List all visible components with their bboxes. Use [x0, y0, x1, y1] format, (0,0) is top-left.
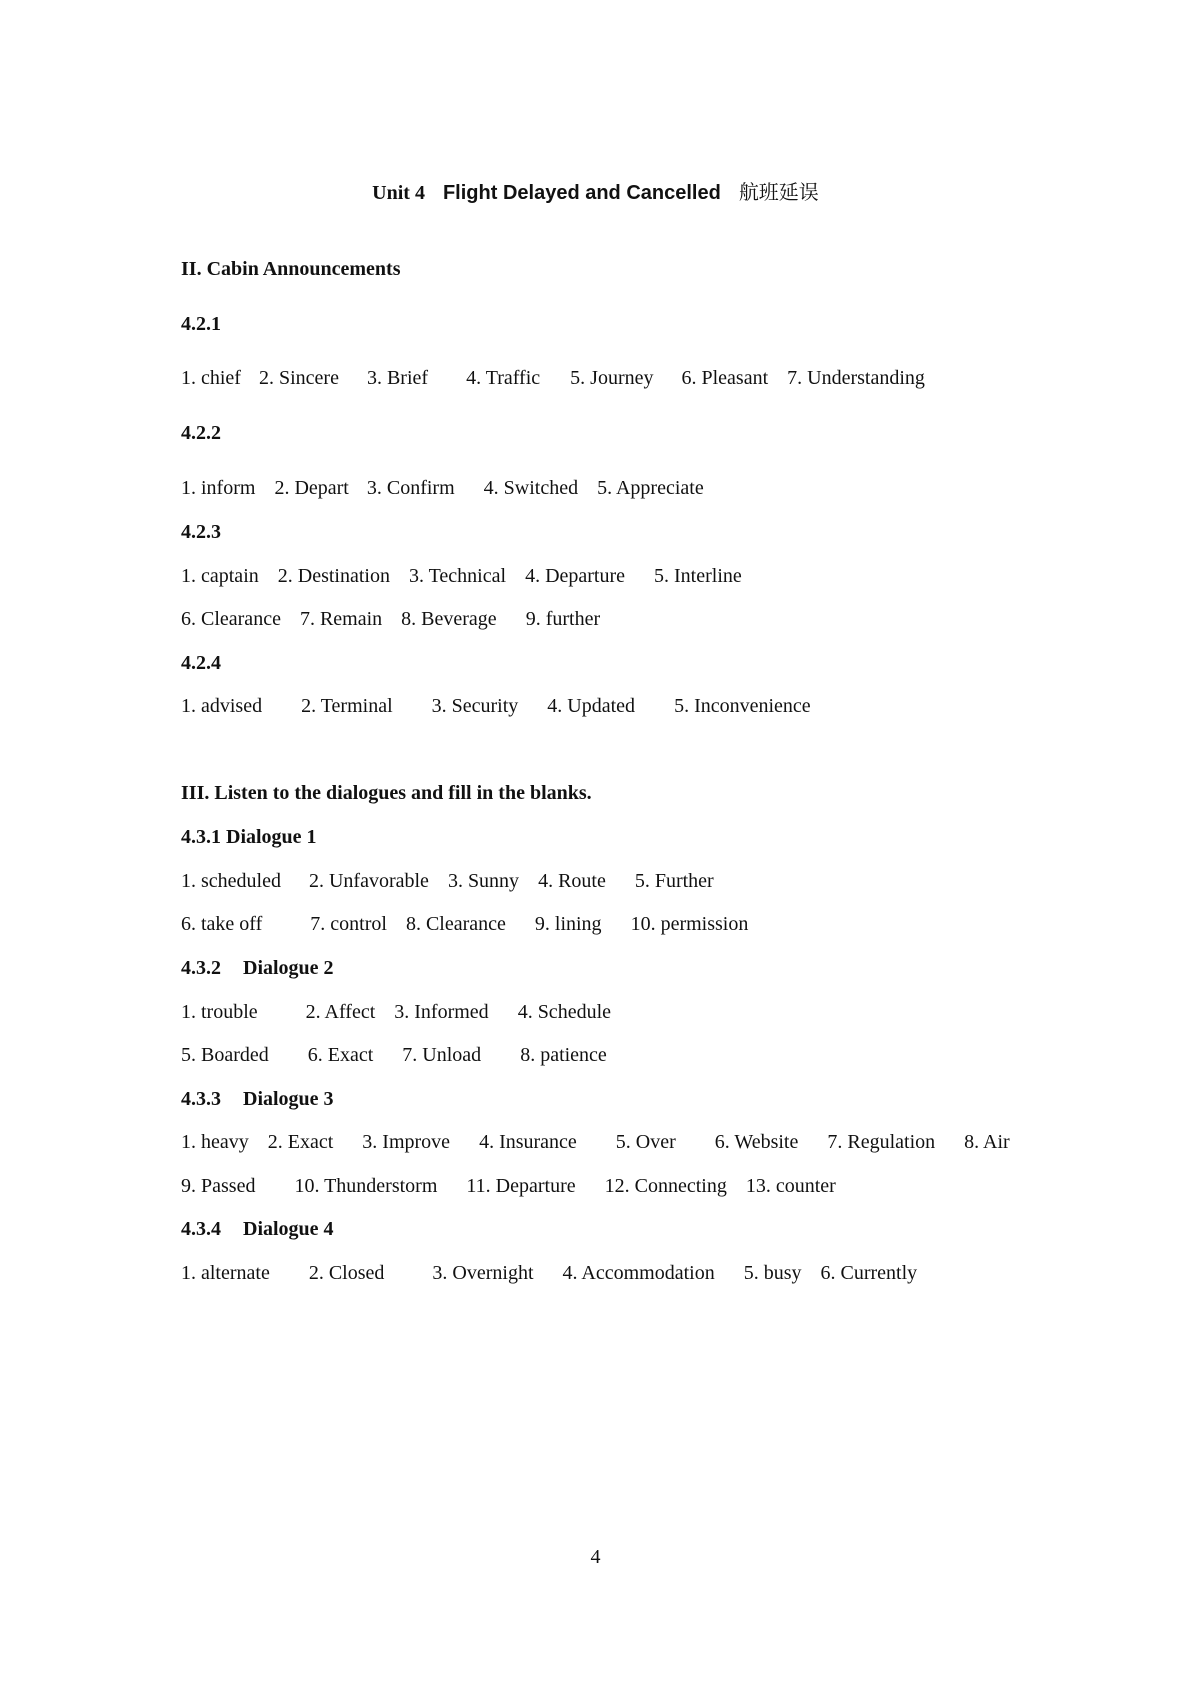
- section-heading-cabin: II. Cabin Announcements: [181, 258, 401, 280]
- subsection-heading-4-2-4: 4.2.4: [181, 652, 221, 674]
- answer-item: 2. Depart: [274, 477, 349, 499]
- subsection-label-dialogue-3: Dialogue 3: [243, 1088, 334, 1110]
- answer-item: 1. chief: [181, 367, 241, 389]
- answer-item: 8. Clearance: [405, 913, 506, 935]
- answer-item: 5. Boarded: [181, 1044, 269, 1066]
- answer-item: 1. alternate: [181, 1262, 270, 1284]
- answer-item: 2. Terminal: [301, 695, 393, 717]
- answer-item: 4. Updated: [547, 695, 636, 717]
- answer-item: 7. Remain: [299, 608, 383, 630]
- answer-item: 1. scheduled: [181, 870, 281, 892]
- answer-item: 5. Interline: [654, 565, 742, 587]
- answer-item: 4. Switched: [483, 477, 579, 499]
- answer-row-4-2-1: [181, 364, 925, 392]
- answer-item: 5. busy: [743, 1262, 802, 1284]
- subsection-label-dialogue-4: Dialogue 4: [243, 1218, 334, 1240]
- answer-item: 6. Currently: [820, 1262, 918, 1284]
- answer-item: 9. Passed: [181, 1175, 256, 1197]
- answer-item: 6. Website: [714, 1131, 799, 1153]
- answer-item: 5. Appreciate: [597, 477, 704, 499]
- unit-title: [0, 178, 1191, 207]
- subsection-heading-4-2-3: 4.2.3: [181, 521, 221, 543]
- answer-item: 9. lining: [534, 913, 602, 935]
- subsection-heading-4-3-3: [181, 1085, 334, 1113]
- answer-item: 11. Departure: [466, 1175, 576, 1197]
- answer-row-4-3-4: [181, 1259, 917, 1287]
- answer-item: 7. Unload: [402, 1044, 482, 1066]
- answer-item: 8. patience: [520, 1044, 607, 1066]
- subsection-heading-4-3-1: 4.3.1 Dialogue 1: [181, 826, 317, 848]
- subsection-number-4-3-3: 4.3.3: [181, 1088, 221, 1110]
- page-number: 4: [590, 1546, 601, 1568]
- answer-item: 2. Exact: [267, 1131, 334, 1153]
- answer-item: 4. Traffic: [466, 367, 541, 389]
- answer-row-4-3-2-a: [181, 998, 611, 1026]
- answer-row-4-2-3-b: [181, 605, 600, 633]
- answer-item: 6. Exact: [307, 1044, 374, 1066]
- answer-item: 3. Brief: [366, 367, 429, 389]
- answer-item: 4. Accommodation: [562, 1262, 715, 1284]
- answer-item: 4. Schedule: [517, 1001, 611, 1023]
- answer-row-4-3-1-b: [181, 910, 748, 938]
- answer-item: 5. Further: [634, 870, 714, 892]
- answer-item: 2. Unfavorable: [308, 870, 429, 892]
- answer-item: 6. Clearance: [181, 608, 281, 630]
- answer-item: 6. Pleasant: [681, 367, 769, 389]
- subsection-heading-4-3-4: [181, 1215, 334, 1243]
- answer-item: 5. Over: [615, 1131, 676, 1153]
- answer-item: 8. Beverage: [401, 608, 497, 630]
- answer-item: 8. Air: [964, 1131, 1010, 1153]
- answer-item: 5. Inconvenience: [674, 695, 811, 717]
- answer-row-4-3-1-a: [181, 867, 714, 895]
- answer-item: 9. further: [525, 608, 601, 630]
- answer-item: 7. Understanding: [787, 367, 925, 389]
- unit-main-title: Flight Delayed and Cancelled: [442, 182, 721, 204]
- answer-item: 3. Overnight: [432, 1262, 534, 1284]
- unit-label: Unit 4: [372, 182, 425, 204]
- answer-row-4-3-3-b: [181, 1172, 836, 1200]
- answer-item: 2. Destination: [277, 565, 390, 587]
- section-heading-listen: III. Listen to the dialogues and fill in the blanks.: [181, 782, 592, 804]
- answer-row-4-3-3-a: [181, 1128, 1010, 1156]
- answer-item: 4. Insurance: [479, 1131, 577, 1153]
- answer-item: 7. Regulation: [827, 1131, 936, 1153]
- answer-row-4-2-3-a: [181, 562, 742, 590]
- answer-item: 4. Route: [538, 870, 606, 892]
- unit-chinese-title: 航班延误: [738, 180, 819, 204]
- answer-item: 12. Connecting: [604, 1175, 727, 1197]
- answer-item: 4. Departure: [525, 565, 626, 587]
- answer-item: 2. Sincere: [258, 367, 339, 389]
- answer-item: 1. trouble: [181, 1001, 258, 1023]
- subsection-number-4-3-4: 4.3.4: [181, 1218, 221, 1240]
- subsection-number-4-3-2: 4.3.2: [181, 957, 221, 979]
- answer-item: 5. Journey: [570, 367, 654, 389]
- answer-item: 10. permission: [630, 913, 749, 935]
- answer-row-4-2-4: [181, 692, 811, 720]
- answer-item: 1. captain: [181, 565, 259, 587]
- answer-item: 3. Technical: [408, 565, 507, 587]
- answer-item: 13. counter: [745, 1175, 836, 1197]
- answer-item: 1. advised: [181, 695, 263, 717]
- answer-row-4-2-2: [181, 474, 704, 502]
- answer-item: 6. take off: [181, 913, 263, 935]
- subsection-heading-4-2-2: 4.2.2: [181, 422, 221, 444]
- answer-item: 3. Informed: [394, 1001, 489, 1023]
- answer-item: 2. Affect: [305, 1001, 376, 1023]
- subsection-label-dialogue-2: Dialogue 2: [243, 957, 334, 979]
- answer-item: 2. Closed: [308, 1262, 385, 1284]
- answer-item: 7. control: [310, 913, 387, 935]
- answer-row-4-3-2-b: [181, 1041, 607, 1069]
- answer-item: 1. inform: [181, 477, 256, 499]
- answer-item: 3. Security: [431, 695, 519, 717]
- answer-item: 3. Improve: [362, 1131, 451, 1153]
- subsection-heading-4-3-2: [181, 954, 334, 982]
- answer-item: 3. Sunny: [447, 870, 520, 892]
- answer-item: 3. Confirm: [366, 477, 455, 499]
- answer-item: 10. Thunderstorm: [294, 1175, 438, 1197]
- answer-item: 1. heavy: [181, 1131, 249, 1153]
- subsection-heading-4-2-1: 4.2.1: [181, 313, 221, 335]
